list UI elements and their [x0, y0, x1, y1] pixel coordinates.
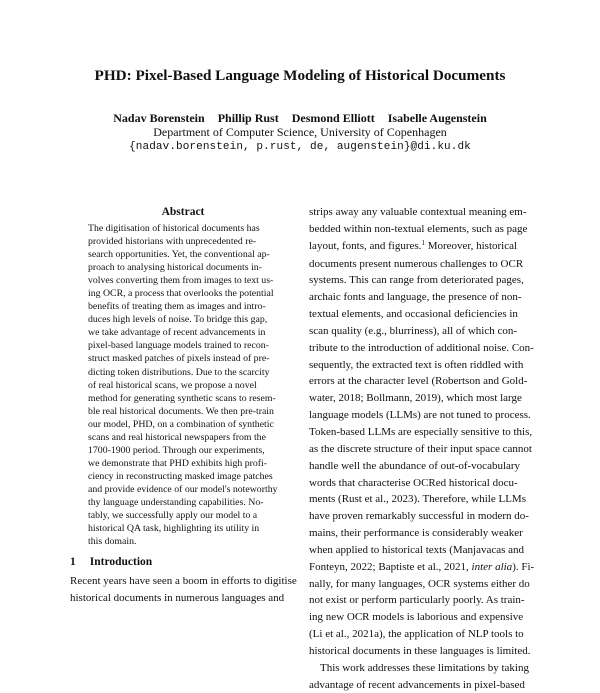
abstract-line: search opportunities. Yet, the conventional ap- — [88, 249, 270, 261]
body-line: language models (LLMs) are not tuned to process. — [309, 409, 531, 422]
body-line: bedded within non-textual elements, such as page — [309, 222, 528, 235]
body-line: (Li et al., 2021a), the application of NLP tools to — [309, 628, 524, 641]
abstract-line: method for generating synthetic scans to resem- — [88, 392, 276, 404]
section-number: 1 — [70, 556, 76, 568]
abstract-line: 1700-1900 period. Through our experiments, — [88, 444, 265, 456]
abstract-line: struct masked patches of pixels instead of pre- — [88, 353, 270, 365]
affiliation: Department of Computer Science, University of Copenhagen — [153, 125, 447, 139]
author-name: Isabelle Augenstein — [387, 111, 487, 125]
introduction-body — [70, 573, 297, 606]
body-line: when applied to historical texts (Manjavacas and — [309, 543, 525, 556]
body-line: strips away any valuable contextual meaning em- — [309, 206, 527, 218]
right-column-body — [309, 204, 535, 693]
abstract-line: The digitisation of historical documents has — [88, 223, 260, 234]
body-line: historical documents in these languages is limited. — [309, 644, 531, 657]
body-line: documents present numerous challenges to OCR — [309, 257, 524, 270]
abstract-line: we take advantage of recent advancements in — [88, 327, 266, 339]
abstract-line: ciency in reconstructing masked image patches — [88, 470, 273, 482]
contact-email: {nadav.borenstein, p.rust, de, augenstein}@di.ku.dk — [129, 141, 471, 153]
body-line: not exist or perform particularly poorly. As train- — [309, 594, 525, 607]
abstract-line: pixel-based language models trained to recon- — [88, 340, 269, 352]
body-line: as the discrete structure of their input space cannot — [309, 442, 532, 455]
abstract-line: proach to analysing historical documents in- — [88, 262, 262, 274]
body-line: errors at the character level (Robertson and Gold- — [309, 375, 528, 388]
body-line: systems. This can range from deteriorated pages, — [309, 274, 524, 287]
abstract-body — [88, 222, 278, 548]
abstract-line: of real historical scans, we propose a novel — [88, 379, 257, 391]
abstract-line: ing OCR, a process that overlooks the potential — [88, 288, 274, 300]
abstract-line: and provide evidence of our model's noteworthy — [88, 483, 278, 495]
abstract-line: thy language understanding capabilities. No- — [88, 496, 264, 508]
body-line: Token-based LLMs are especially sensitive to this, — [309, 425, 533, 438]
body-line — [309, 238, 531, 256]
abstract-line: historical QA task, highlighting its utility in — [88, 523, 260, 535]
body-line: ing new OCR models is laborious and expensive — [309, 611, 524, 624]
body-line: ments (Rust et al., 2023). Therefore, while LLMs — [309, 493, 526, 506]
body-line: This work addresses these limitations by taking — [320, 661, 529, 674]
body-line: advantage of recent advancements in pixel-based — [309, 678, 525, 691]
body-line: nally, for many languages, OCR systems either do — [309, 577, 530, 590]
body-line: Recent years have seen a boom in efforts to digitise — [70, 575, 297, 587]
paper-title: PHD: Pixel-Based Language Modeling of Historical Documents — [94, 67, 506, 84]
section-title: Introduction — [89, 556, 153, 568]
author-name: Phillip Rust — [217, 111, 279, 125]
author-name: Nadav Borenstein — [113, 111, 205, 125]
abstract-line: ble real historical documents. We then pre-train — [88, 405, 274, 417]
abstract-line: volves converting them from images to text us- — [88, 275, 274, 287]
body-line: sequently, the extracted text is often riddled with — [309, 358, 524, 371]
body-line: have proven remarkably successful in modern do- — [309, 510, 529, 523]
body-text-italic: inter alia — [471, 560, 513, 573]
abstract-line: provided historians with unprecedented re- — [88, 236, 257, 248]
body-line — [309, 559, 535, 576]
body-line: textual elements, and occasional deficiencies in — [309, 308, 518, 321]
body-text: Fonteyn, 2022; Baptiste et al., 2021, — [309, 560, 472, 573]
body-text: layout, fonts, and figures. — [309, 239, 422, 252]
abstract-line: benefits of treating them as images and intro- — [88, 301, 266, 313]
author-list — [0, 111, 600, 126]
abstract-line: tably, we successfully apply our model to a — [88, 510, 258, 522]
body-line: tribute to the introduction of additional noise. Con- — [309, 341, 534, 354]
body-line: archaic fonts and language, the presence of non- — [309, 291, 522, 304]
footnote-marker[interactable]: 1 — [421, 238, 425, 247]
body-text: ). Fi- — [512, 560, 535, 573]
abstract-line: we demonstrate that PHD exhibits high profi- — [88, 457, 268, 469]
body-line: mains, their performance is considerably weaker — [309, 527, 523, 540]
body-text: Moreover, historical — [424, 239, 518, 252]
body-line: scan quality (e.g., blurriness), all of which con- — [309, 324, 518, 337]
abstract-heading: Abstract — [161, 206, 205, 218]
body-line: historical documents in numerous languages and — [70, 591, 285, 604]
abstract-line: dicting token distributions. Due to the scarcity — [88, 366, 270, 378]
abstract-line: this domain. — [88, 536, 137, 548]
body-line: handle well the abundance of out-of-vocabulary — [309, 459, 521, 472]
body-line: words that characterise OCRed historical docu- — [309, 476, 518, 489]
abstract-line: duces high levels of noise. To bridge this gap, — [88, 314, 268, 326]
abstract-line: scans and real historical newspapers from the — [88, 431, 266, 443]
author-name: Desmond Elliott — [291, 111, 375, 125]
abstract-line: our model, PHD, on a combination of synthetic — [88, 418, 274, 430]
section-heading-introduction — [70, 555, 290, 569]
body-line: water, 2018; Bollmann, 2019), which most large — [309, 392, 522, 405]
